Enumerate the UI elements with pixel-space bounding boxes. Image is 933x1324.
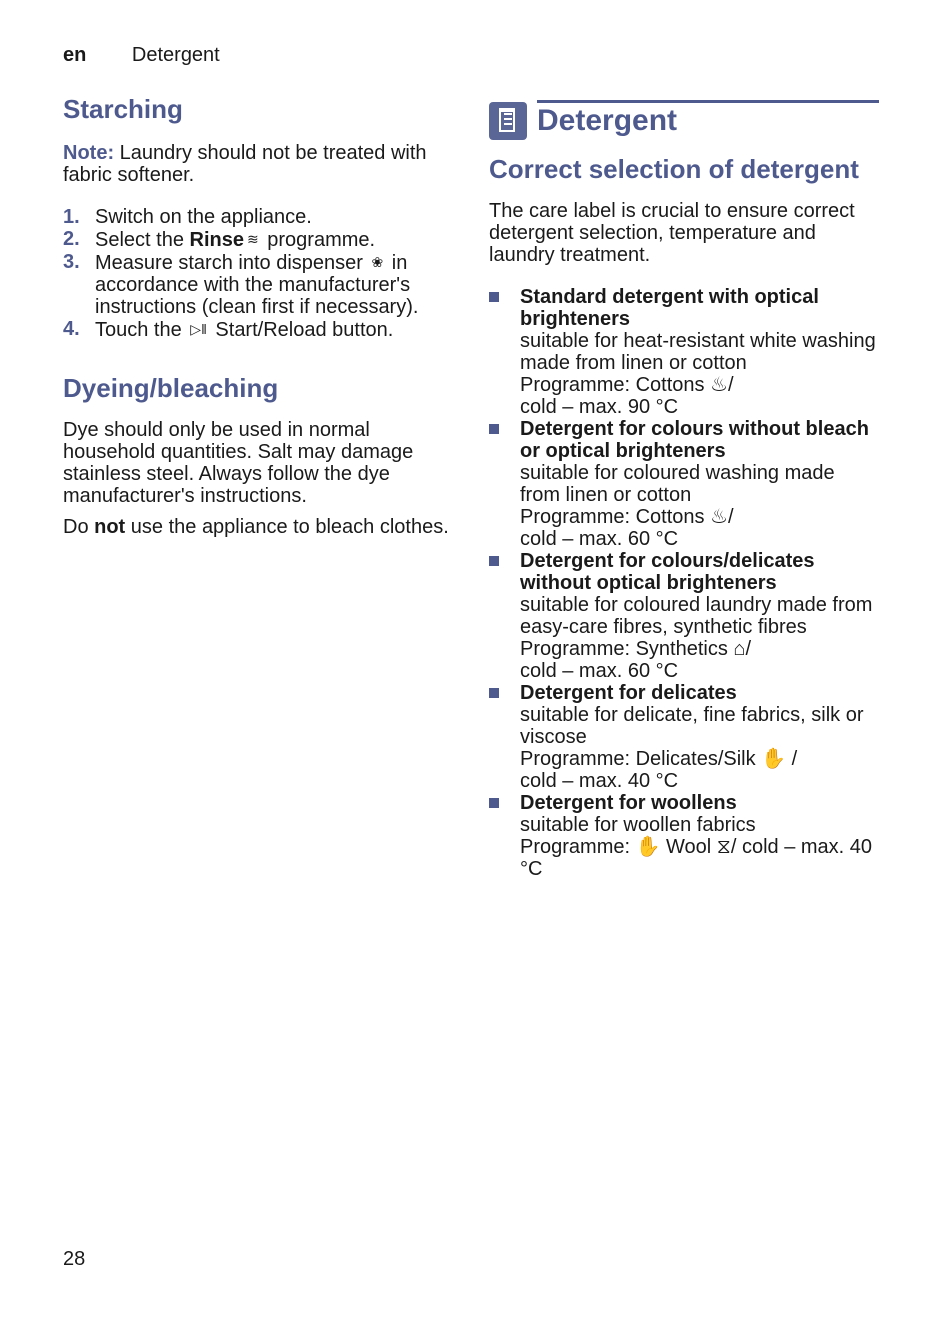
step-text: in accordance with the manufacturer's instructions (clean first if necessary). (95, 252, 419, 318)
step-text: Start/Reload button. (209, 319, 394, 341)
bullet-icon (489, 688, 499, 698)
language-code: en (63, 44, 87, 66)
left-column (63, 92, 453, 538)
item-temp: cold – max. 90 °C (520, 396, 679, 418)
start-reload-icon: ▷‖ (190, 321, 207, 337)
item-title: Detergent for colours/delicates without optical brighteners (520, 550, 815, 594)
step-item (63, 251, 453, 318)
item-desc: suitable for coloured laundry made from easy-care fibres, synthetic fibres (520, 594, 873, 638)
item-temp: cold – max. 40 °C (520, 770, 679, 792)
detergent-list (489, 286, 879, 880)
item-desc: suitable for delicate, fine fabrics, silk or viscose (520, 704, 864, 748)
starching-note (63, 142, 453, 186)
note-label: Note: (63, 142, 115, 164)
item-desc: suitable for woollen fabrics (520, 814, 756, 836)
bleach-text: Do (63, 516, 95, 538)
step-text: Switch on the appliance. (95, 206, 312, 228)
list-item (489, 550, 879, 682)
starching-steps (63, 206, 453, 341)
step-text: programme. (261, 229, 376, 251)
item-programme: Programme: Cottons ♨/ (520, 374, 734, 396)
item-desc: suitable for heat-resistant white washing made from linen or cotton (520, 330, 876, 374)
note-text: Laundry should not be treated with fabric softener. (63, 142, 427, 186)
list-item (489, 792, 879, 880)
item-title: Detergent for colours without bleach or optical brighteners (520, 418, 869, 462)
list-item (489, 286, 879, 418)
chapter-header (489, 100, 879, 150)
step-text: Select the (95, 229, 190, 251)
page-number: 28 (63, 1248, 86, 1270)
detergent-intro: The care label is crucial to ensure correct detergent selection, temperature and laundry treatment. (489, 200, 855, 266)
bullet-icon (489, 798, 499, 808)
detergent-subheading: Correct selection of detergent (489, 154, 859, 184)
step-number: 2. (63, 228, 80, 250)
item-desc: suitable for coloured washing made from linen or cotton (520, 462, 835, 506)
rinse-label: Rinse (189, 229, 244, 251)
item-programme: Programme: ✋ Wool ⧖/ cold – max. 40 °C (520, 836, 873, 880)
step-text: Touch the (95, 319, 188, 341)
not-emphasis: not (94, 516, 126, 538)
page-header (63, 44, 220, 67)
step-item (63, 318, 453, 341)
bullet-icon (489, 292, 499, 302)
item-programme: Programme: Cottons ♨/ (520, 506, 734, 528)
bullet-icon (489, 556, 499, 566)
right-column (489, 100, 879, 880)
rinse-icon: ≋ (246, 231, 259, 247)
item-title: Detergent for woollens (520, 792, 737, 814)
dispenser-icon: ❀ (371, 254, 384, 270)
item-programme: Programme: Synthetics ⌂/ (520, 638, 752, 660)
step-number: 4. (63, 318, 80, 340)
bullet-icon (489, 424, 499, 434)
list-item (489, 682, 879, 792)
chapter-title: Detergent (537, 104, 678, 137)
step-number: 1. (63, 206, 80, 228)
step-item (63, 206, 453, 228)
dyeing-heading: Dyeing/bleaching (63, 373, 279, 403)
detergent-cup-icon (489, 102, 527, 140)
bleach-text: use the appliance to bleach clothes. (125, 516, 449, 538)
bleach-paragraph (63, 516, 453, 538)
item-title: Detergent for delicates (520, 682, 737, 704)
step-text: Measure starch into dispenser (95, 252, 369, 274)
list-item (489, 418, 879, 550)
dyeing-paragraph: Dye should only be used in normal household quantities. Salt may damage stainless steel. Always follow the dye manufacturer's instructions. (63, 419, 414, 507)
chapter-rule (537, 100, 879, 103)
step-item (63, 228, 453, 251)
step-number: 3. (63, 251, 80, 273)
item-temp: cold – max. 60 °C (520, 528, 679, 550)
item-title: Standard detergent with optical brighteners (520, 286, 819, 330)
item-programme: Programme: Delicates/Silk ✋ / (520, 748, 798, 770)
item-temp: cold – max. 60 °C (520, 660, 679, 682)
header-title: Detergent (131, 44, 220, 66)
starching-heading: Starching (63, 94, 183, 124)
